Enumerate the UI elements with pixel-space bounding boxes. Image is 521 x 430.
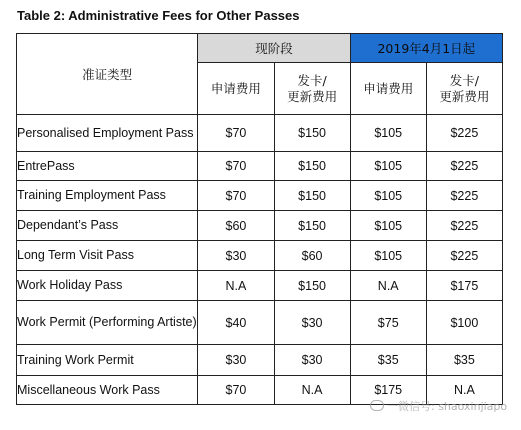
current-issuance-fee-cell: $150 (274, 181, 350, 211)
new-application-fee-cell: $105 (350, 181, 426, 211)
wechat-icon (370, 400, 384, 411)
new-application-fee-cell: $105 (350, 152, 426, 181)
new-issuance-fee-cell: $175 (426, 271, 502, 301)
table-row (17, 115, 503, 152)
watermark-text: 一微信号: shaoxinjiapo (387, 400, 508, 413)
new-application-fee-cell: N.A (350, 271, 426, 301)
table-row (17, 181, 503, 211)
current-application-fee-cell: $70 (198, 376, 274, 405)
new-issuance-fee-cell: $225 (426, 152, 502, 181)
new-fees-group-header: 2019年4月1日起 (350, 34, 502, 63)
pass-name-cell: Work Holiday Pass (17, 271, 198, 301)
new-issuance-fee-cell: $35 (426, 345, 502, 376)
new-application-fee-cell: $105 (350, 115, 426, 152)
new-application-fee-cell: $105 (350, 211, 426, 241)
header-row-groups (17, 34, 503, 63)
table-row (17, 301, 503, 345)
new-issuance-fee-cell: $225 (426, 241, 502, 271)
table-row (17, 152, 503, 181)
current-application-fee-cell: $30 (198, 345, 274, 376)
pass-name-cell: EntrePass (17, 152, 198, 181)
current-application-fee-cell: $40 (198, 301, 274, 345)
table-caption: Table 2: Administrative Fees for Other Passes (17, 8, 300, 23)
current-issuance-fee-cell: $150 (274, 271, 350, 301)
current-application-fee-cell: $70 (198, 115, 274, 152)
pass-name-cell: Miscellaneous Work Pass (17, 376, 198, 405)
pass-name-cell: Work Permit (Performing Artiste) (17, 301, 198, 345)
current-application-fee-header: 申请费用 (198, 63, 274, 115)
current-application-fee-cell: $70 (198, 181, 274, 211)
new-issuance-fee-cell: $100 (426, 301, 502, 345)
current-issuance-fee-cell: $60 (274, 241, 350, 271)
current-application-fee-cell: $60 (198, 211, 274, 241)
new-issuance-fee-cell: $225 (426, 211, 502, 241)
pass-name-cell: Long Term Visit Pass (17, 241, 198, 271)
new-application-fee-cell: $105 (350, 241, 426, 271)
current-application-fee-cell: N.A (198, 271, 274, 301)
current-issuance-fee-cell: $150 (274, 152, 350, 181)
current-application-fee-cell: $30 (198, 241, 274, 271)
pass-name-cell: Training Work Permit (17, 345, 198, 376)
new-issuance-fee-cell: $225 (426, 181, 502, 211)
watermark (370, 398, 507, 414)
new-issuance-fee-header: 发卡/ 更新费用 (426, 63, 502, 115)
table-row (17, 211, 503, 241)
fees-table (16, 33, 503, 405)
current-issuance-fee-cell: $150 (274, 211, 350, 241)
pass-name-cell: Training Employment Pass (17, 181, 198, 211)
table-row (17, 271, 503, 301)
new-application-fee-cell: $175 (350, 376, 426, 405)
table-row (17, 241, 503, 271)
new-issuance-fee-cell: N.A (426, 376, 502, 405)
current-issuance-fee-header: 发卡/ 更新费用 (274, 63, 350, 115)
current-issuance-fee-cell: $30 (274, 345, 350, 376)
pass-type-header: 准证类型 (17, 34, 198, 115)
new-issuance-fee-cell: $225 (426, 115, 502, 152)
new-application-fee-cell: $35 (350, 345, 426, 376)
pass-name-cell: Dependant’s Pass (17, 211, 198, 241)
current-issuance-fee-cell: $150 (274, 115, 350, 152)
current-issuance-fee-cell: $30 (274, 301, 350, 345)
current-issuance-fee-cell: N.A (274, 376, 350, 405)
table-row (17, 345, 503, 376)
current-fees-group-header: 现阶段 (198, 34, 350, 63)
new-application-fee-header: 申请费用 (350, 63, 426, 115)
new-application-fee-cell: $75 (350, 301, 426, 345)
pass-name-cell: Personalised Employment Pass (17, 115, 198, 152)
current-application-fee-cell: $70 (198, 152, 274, 181)
